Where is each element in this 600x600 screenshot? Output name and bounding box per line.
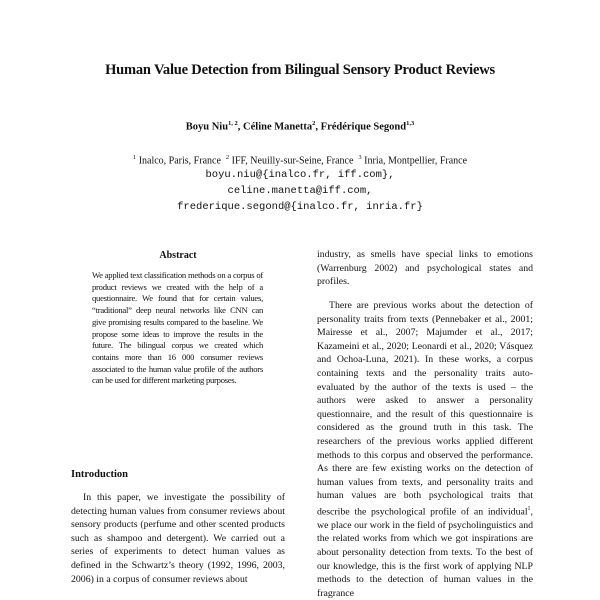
right-column-paragraph-1: industry, as smells have special links to emotions (Warrenburg 2002) and psychological states and profiles. [317, 249, 533, 288]
email-line: celine.manetta@iff.com, [227, 185, 373, 198]
author-name: Céline Manetta [243, 121, 313, 133]
affiliation-text: Inalco, Paris, France [136, 155, 226, 167]
affiliation-line [0, 151, 600, 167]
footnote-marker: 1 [527, 505, 531, 512]
author-list [0, 120, 600, 133]
email-line: frederique.segond@{inalco.fr, inria.fr} [177, 201, 423, 214]
right-column-paragraph-2 [317, 299, 533, 600]
author-name: Frédérique Segond [320, 121, 407, 133]
abstract-text: We applied text classification methods on a corpus of product reviews we created with the help of a questionnaire. We found that for certain values, “traditional” deep neural networks like CNN can give promising results compared to the baseline. We propose some ideas to improve the results in the future. The bilingual corpus we created which contains more than 16 000 consumer reviews associated to the human value profile of the authors can be used for different marketing purposes. [92, 270, 263, 386]
affiliation-marker: 1 [132, 154, 137, 161]
affiliations-block [0, 151, 600, 215]
paragraph-text: There are previous works about the detection of personality traits from texts (Pennebaker et al., 2001; Mairesse et al., 2007; Majumder et al., 2017; Kazameini et al., 2020; Leonardi et al., 2020; Vásquez and Ochoa-Luna, 2021). In these works, a corpus containing texts and the personality traits auto-evaluated by the author of the texts is used – the authors were asked to answer a personality questionnaire, and the result of this questionnaire is considered as the ground truth in this task. The researchers of the previous works applied different methods to this corpus and observed the performance. As there are few existing works on the detection of human values from texts, and personality traits and human values are both psychological traits that describe the psychological profile of an individual [317, 300, 533, 518]
affiliation-marker: 2 [225, 154, 230, 161]
introduction-heading: Introduction [71, 469, 128, 480]
author-separator: , [315, 121, 321, 133]
author-affiliation-marker: 2 [312, 120, 316, 127]
affiliation-text: Inria, Montpellier, France [361, 155, 468, 167]
author-affiliation-marker: 1,3 [406, 120, 415, 127]
email-line: boyu.niu@{inalco.fr, iff.com}, [205, 169, 395, 182]
author-name: Boyu Niu [185, 121, 229, 133]
author-separator: , [237, 121, 244, 133]
author-affiliation-marker: 1, 2 [228, 120, 238, 127]
paragraph-text: , we place our work in the field of psycholinguistics and the related works from which we got inspirations are about personality detection from texts. To the best of our knowledge, this is the first work of applying NLP methods to the detection of human values in the fragrance [317, 506, 533, 599]
paper-title: Human Value Detection from Bilingual Sensory Product Reviews [105, 62, 495, 78]
affiliation-text: IFF, Neuilly-sur-Seine, France [229, 155, 359, 167]
affiliation-marker: 3 [358, 154, 362, 161]
introduction-paragraph: In this paper, we investigate the possibility of detecting human values from consumer reviews about sensory products (perfume and other scented products such as shampoo and detergent). We carried out a series of experiments to detect human values as defined in the Schwartz’s theory (1992, 1996, 2003, 2006) in a corpus of consumer reviews about [71, 492, 285, 585]
abstract-heading: Abstract [159, 250, 197, 261]
